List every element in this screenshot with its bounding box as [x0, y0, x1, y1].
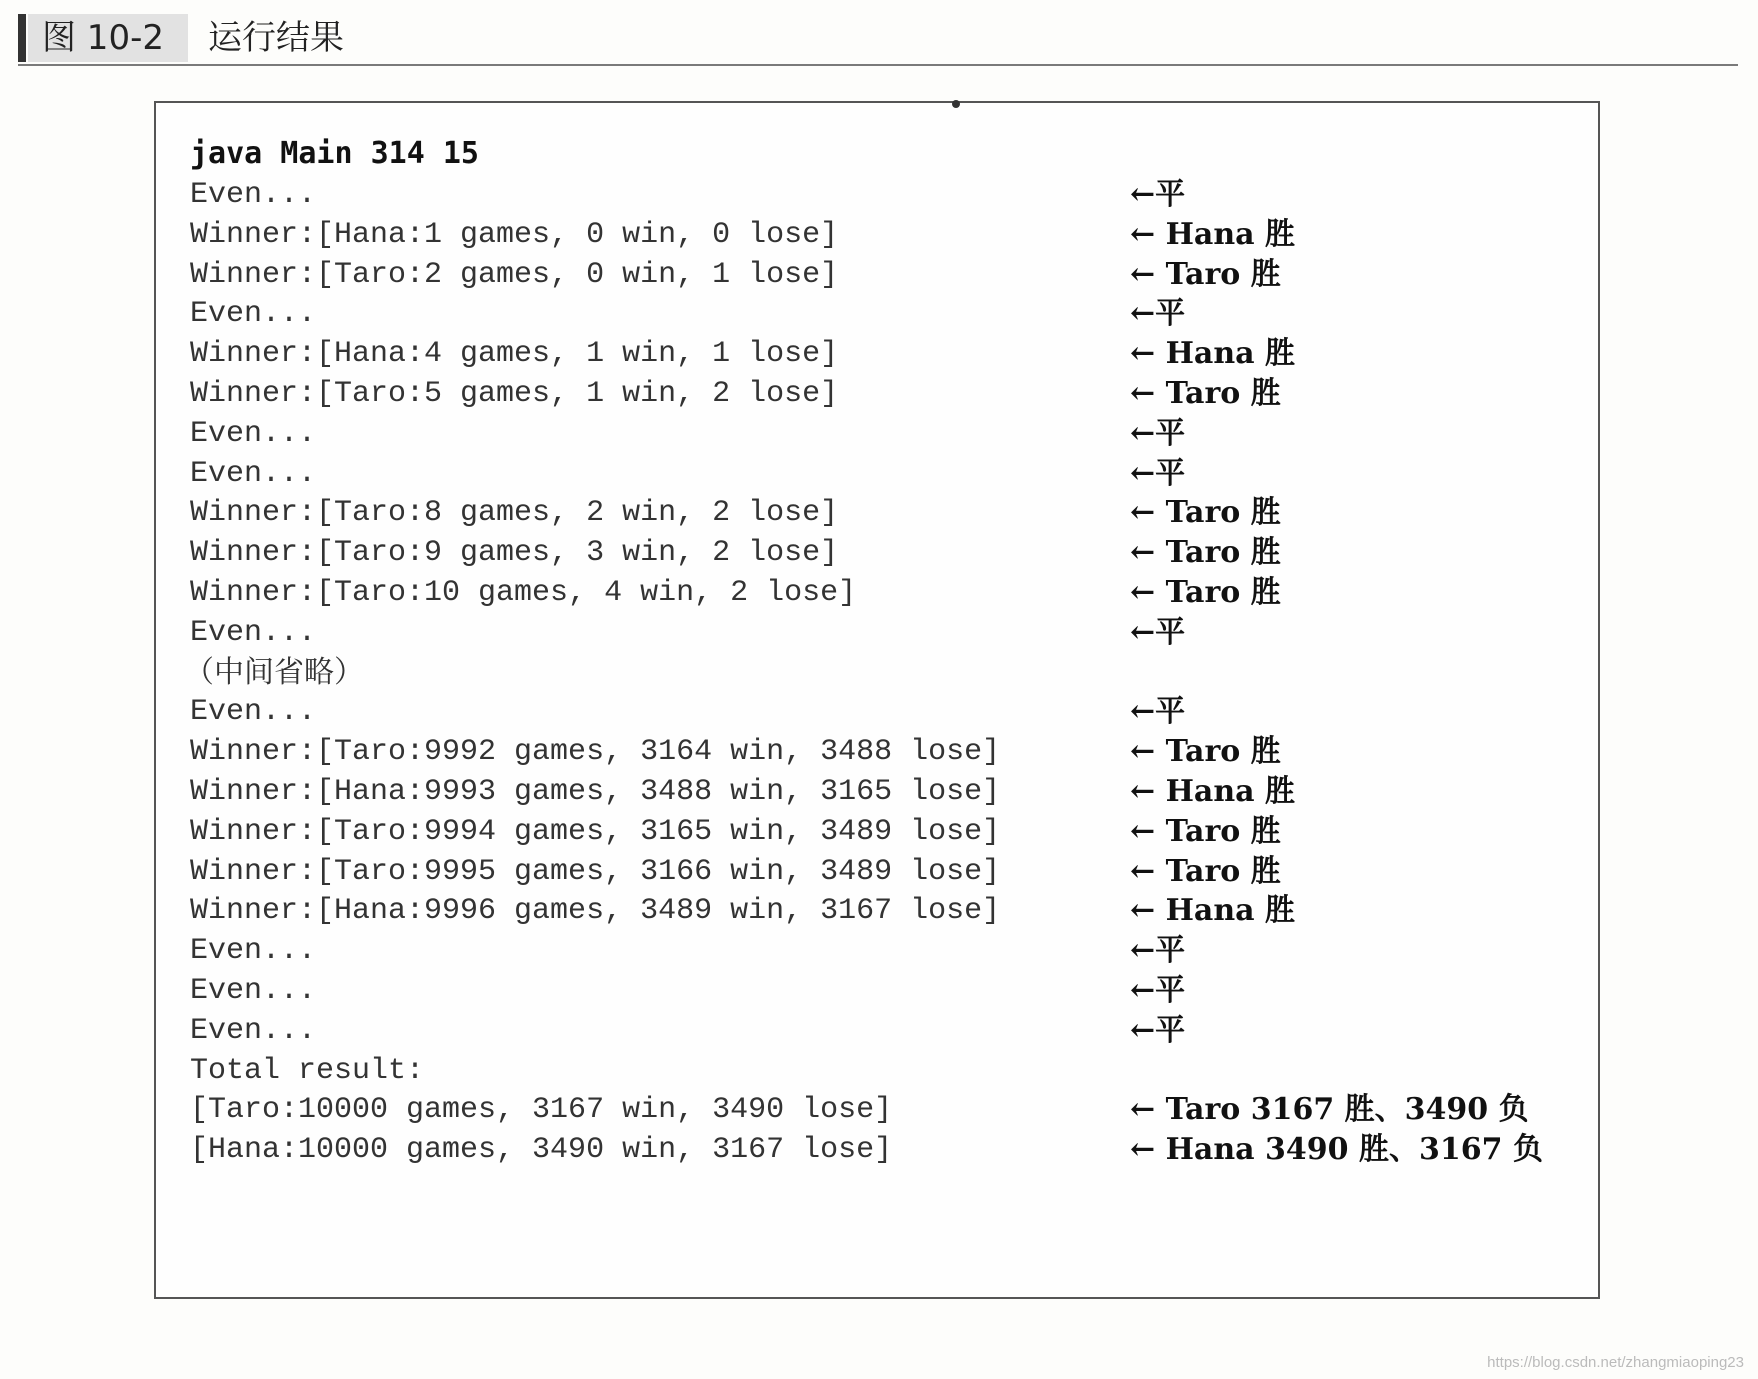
output-row [190, 531, 1570, 575]
output-text: [Hana:10000 games, 3490 win, 3167 lose] [190, 1133, 893, 1168]
output-text: Winner:[Taro:10 games, 4 win, 2 lose] [190, 576, 857, 610]
output-row [190, 491, 1570, 535]
result-annotation: ←平 [1130, 933, 1186, 969]
output-text: Total result: [190, 1053, 425, 1088]
output-text: Winner:[Taro:5 games, 1 win, 2 lose] [190, 377, 839, 411]
panel-dot-mark [952, 100, 960, 108]
output-text: Winner:[Hana:1 games, 0 win, 0 lose] [190, 217, 839, 252]
result-annotation: ← Taro 胜 [1130, 853, 1281, 889]
figure-label: 图 10-2 [28, 14, 188, 62]
output-row [190, 1049, 1570, 1093]
output-text: Winner:[Taro:2 games, 0 win, 1 lose] [190, 257, 839, 292]
output-row [190, 213, 1570, 257]
output-row [190, 730, 1570, 774]
output-row [190, 1128, 1570, 1172]
result-annotation: ←平 [1130, 296, 1186, 332]
output-row [190, 292, 1570, 336]
figure-header [18, 12, 1738, 66]
result-annotation: ←平 [1130, 177, 1186, 212]
output-text: Winner:[Taro:9995 games, 3166 win, 3489 lose] [190, 854, 1001, 889]
output-text: [Taro:10000 games, 3167 win, 3490 lose] [190, 1093, 893, 1128]
output-text: Even... [190, 297, 317, 332]
watermark: https://blog.csdn.net/zhangmiaoping23 [1487, 1354, 1744, 1371]
result-annotation: ←平 [1130, 614, 1186, 650]
output-text: Even... [190, 456, 317, 491]
output-text: Winner:[Taro:9 games, 3 win, 2 lose] [190, 536, 839, 571]
output-row [190, 372, 1570, 416]
result-annotation: ← Hana 胜 [1130, 216, 1296, 252]
result-annotation: ← Taro 胜 [1130, 256, 1281, 292]
output-row [190, 889, 1570, 933]
output-row [190, 1009, 1570, 1053]
result-annotation: ← Taro 胜 [1130, 495, 1281, 531]
figure-title: 运行结果 [208, 18, 344, 58]
output-text: Winner:[Hana:9993 games, 3488 win, 3165 lose] [190, 775, 1001, 809]
output-row [190, 253, 1570, 297]
result-annotation: ←平 [1130, 415, 1186, 451]
output-text: Winner:[Hana:9996 games, 3489 win, 3167 lose] [190, 894, 1001, 929]
result-annotation: ← Taro 胜 [1130, 734, 1281, 770]
result-annotation: ← Taro 胜 [1130, 376, 1281, 411]
output-text: Even... [190, 416, 317, 451]
result-annotation: ← Taro 3167 胜、3490 负 [1130, 1092, 1529, 1128]
output-row [190, 611, 1570, 655]
output-row [190, 929, 1570, 973]
result-annotation: ← Hana 胜 [1130, 774, 1296, 809]
output-row [184, 651, 1570, 695]
command-line: java Main 314 15 [190, 136, 479, 171]
output-text: Even... [190, 615, 317, 650]
result-annotation: ←平 [1130, 694, 1186, 730]
output-row [190, 969, 1570, 1013]
output-text: Winner:[Taro:9992 games, 3164 win, 3488 lose] [190, 735, 1001, 770]
result-annotation: ←平 [1130, 973, 1186, 1008]
result-annotation: ←平 [1130, 455, 1186, 491]
output-row [190, 412, 1570, 456]
result-annotation: ← Taro 胜 [1130, 813, 1281, 849]
output-row [190, 1088, 1570, 1132]
output-row [190, 850, 1570, 894]
output-text: Even... [190, 178, 317, 212]
omitted-marker: （中间省略） [184, 654, 364, 690]
output-text: Winner:[Taro:8 games, 2 win, 2 lose] [190, 496, 839, 531]
output-row [190, 332, 1570, 376]
result-annotation: ←平 [1130, 1012, 1186, 1048]
output-text: Winner:[Hana:4 games, 1 win, 1 lose] [190, 337, 839, 372]
output-text: Even... [190, 1013, 317, 1048]
output-row [190, 690, 1570, 734]
output-text: Even... [190, 934, 317, 969]
result-annotation: ← Hana 3490 胜、3167 负 [1130, 1132, 1543, 1168]
result-annotation: ← Hana 胜 [1130, 893, 1296, 929]
output-row [190, 770, 1570, 814]
output-row [190, 810, 1570, 854]
figure-marker-bar [18, 14, 26, 62]
output-row [190, 452, 1570, 496]
result-annotation: ← Taro 胜 [1130, 575, 1281, 610]
output-text: Winner:[Taro:9994 games, 3165 win, 3489 lose] [190, 814, 1001, 849]
output-row [190, 173, 1570, 217]
result-annotation: ← Hana 胜 [1130, 336, 1296, 372]
output-text: Even... [190, 974, 317, 1008]
output-text: Even... [190, 695, 317, 730]
output-row [190, 571, 1570, 615]
result-annotation: ← Taro 胜 [1130, 535, 1281, 571]
